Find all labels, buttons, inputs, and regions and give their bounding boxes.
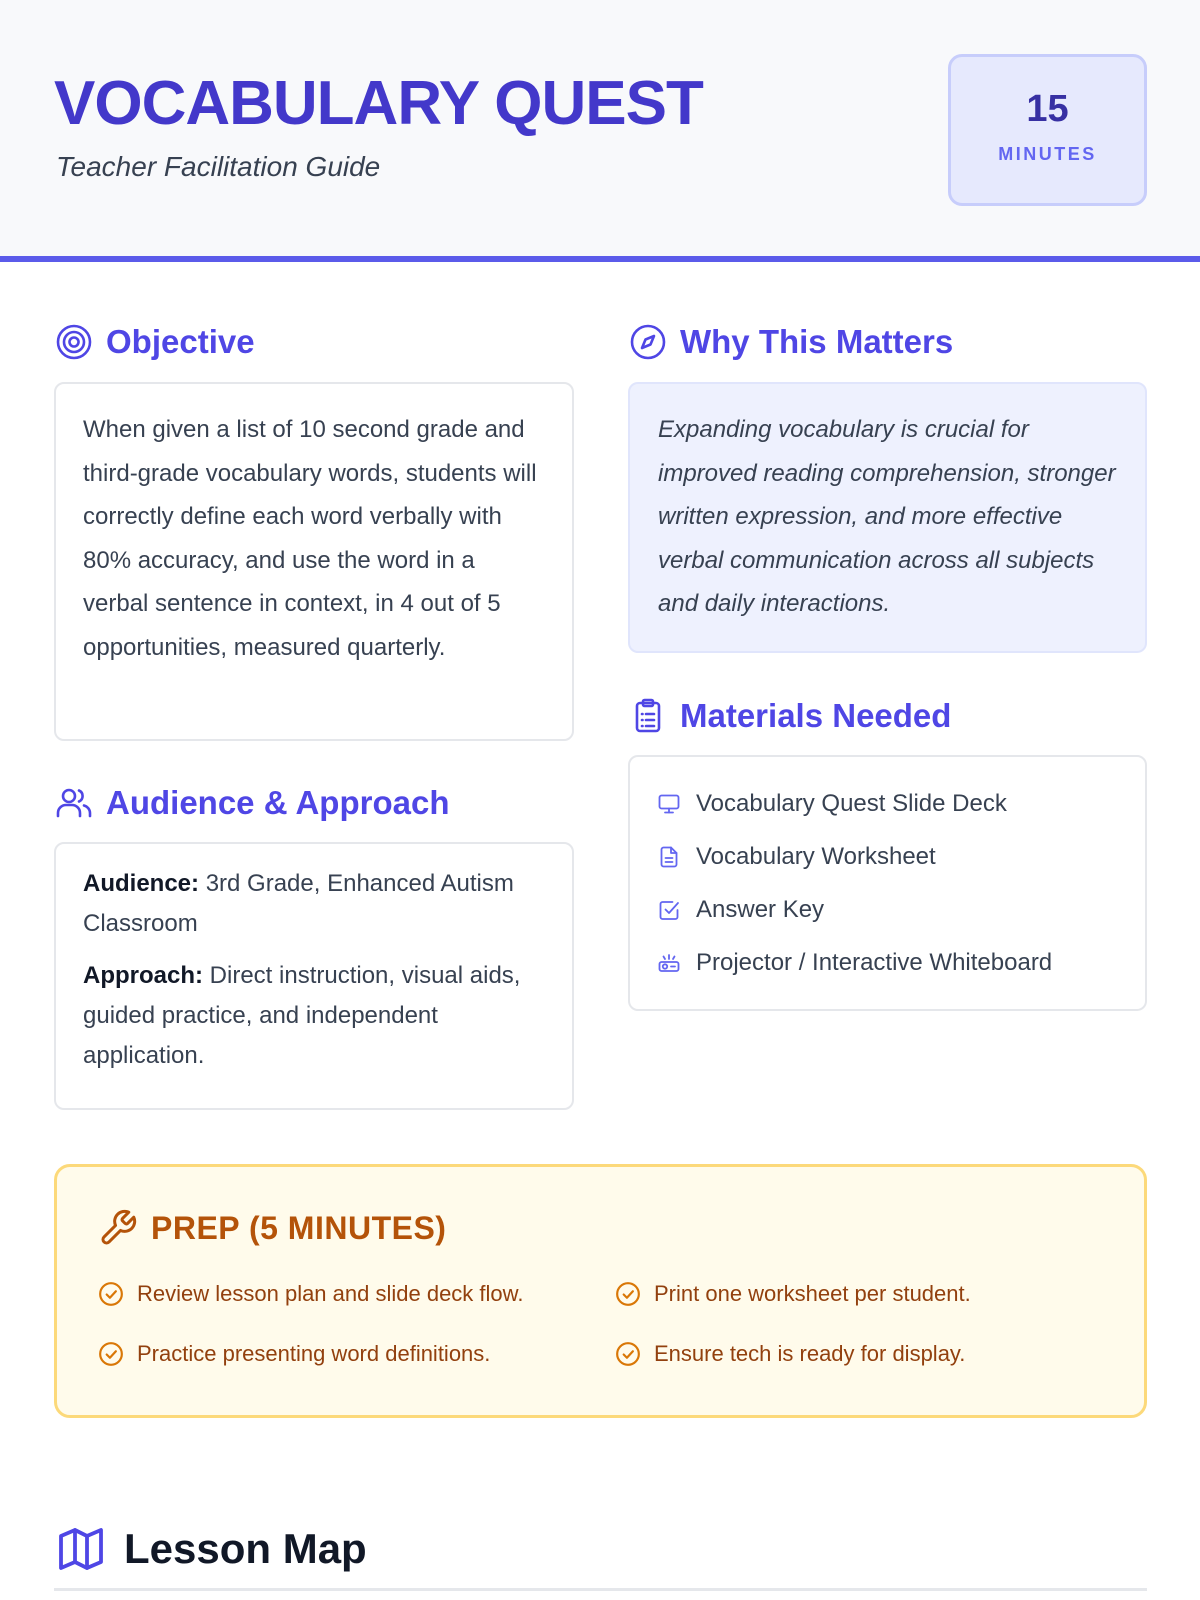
materials-heading: [628, 694, 951, 738]
audience-title: Audience & Approach: [106, 784, 450, 821]
duration-badge: [948, 54, 1147, 206]
lesson-map-heading: [56, 1524, 367, 1574]
duration-unit: MINUTES: [998, 144, 1097, 164]
why-title: Why This Matters: [680, 323, 954, 360]
projector-icon: [656, 950, 682, 976]
material-label: Projector / Interactive Whiteboard: [696, 948, 1053, 976]
objective-text: When given a list of 10 second grade and third-grade vocabulary words, students will correctly define each word verbally with 80% accuracy, and use the word in a verbal sentence in context, in 4 out of 5 opportunities, measured quarterly.: [83, 416, 537, 661]
prep-item-text: Review lesson plan and slide deck flow.: [137, 1281, 524, 1306]
list-item: [656, 936, 1119, 989]
check-circle-icon: [97, 1340, 125, 1368]
prep-title: PREP (5 MINUTES): [151, 1209, 447, 1246]
clipboard-list-icon: [628, 696, 668, 736]
materials-list: [656, 777, 1119, 989]
compass-icon: [628, 322, 668, 362]
check-circle-icon: [614, 1340, 642, 1368]
page-subtitle: Teacher Facilitation Guide: [56, 151, 381, 182]
audience-line: [83, 864, 545, 944]
prep-item-text: Print one worksheet per student.: [654, 1281, 971, 1306]
users-icon: [54, 783, 94, 823]
prep-item-text: Ensure tech is ready for display.: [654, 1341, 966, 1366]
materials-card: [628, 755, 1147, 1011]
objective-title: Objective: [106, 323, 255, 360]
map-icon: [56, 1524, 106, 1574]
material-label: Vocabulary Worksheet: [696, 842, 936, 870]
approach-line: [83, 956, 545, 1076]
objective-card: [54, 382, 574, 741]
why-text: Expanding vocabulary is crucial for improved reading comprehension, stronger written expression, and more effective verbal communication across all subjects and daily interactions.: [658, 416, 1116, 617]
approach-value: Direct instruction, visual aids, guided practice, and independent application.: [83, 962, 521, 1069]
audience-heading: [54, 781, 450, 825]
check-circle-icon: [614, 1280, 642, 1308]
prep-panel: [54, 1164, 1147, 1418]
target-icon: [54, 322, 94, 362]
list-item: [97, 1277, 523, 1311]
check-square-icon: [656, 897, 682, 923]
list-item: [656, 830, 1119, 883]
material-label: Answer Key: [696, 895, 825, 923]
approach-label: Approach:: [83, 962, 203, 989]
wrench-icon: [97, 1207, 139, 1249]
duration-value: 15: [1026, 88, 1069, 130]
check-circle-icon: [97, 1280, 125, 1308]
list-item: [656, 883, 1119, 936]
monitor-icon: [656, 791, 682, 817]
list-item: [656, 777, 1119, 830]
audience-card: [54, 842, 574, 1110]
prep-item-text: Practice presenting word definitions.: [137, 1341, 491, 1366]
why-card: [628, 382, 1147, 653]
list-item: [97, 1337, 490, 1371]
document-icon: [656, 844, 682, 870]
divider: [54, 1588, 1147, 1591]
list-item: [614, 1277, 971, 1311]
material-label: Vocabulary Quest Slide Deck: [696, 789, 1007, 817]
objective-heading: [54, 320, 255, 364]
why-heading: [628, 320, 953, 364]
audience-value: 3rd Grade, Enhanced Autism Classroom: [83, 870, 514, 937]
audience-label: Audience:: [83, 870, 200, 897]
prep-heading: [97, 1207, 446, 1249]
list-item: [614, 1337, 965, 1371]
page-header: [0, 0, 1200, 262]
materials-title: Materials Needed: [680, 697, 952, 734]
lesson-map-title: Lesson Map: [124, 1525, 367, 1572]
page-title: VOCABULARY QUEST: [54, 69, 703, 138]
